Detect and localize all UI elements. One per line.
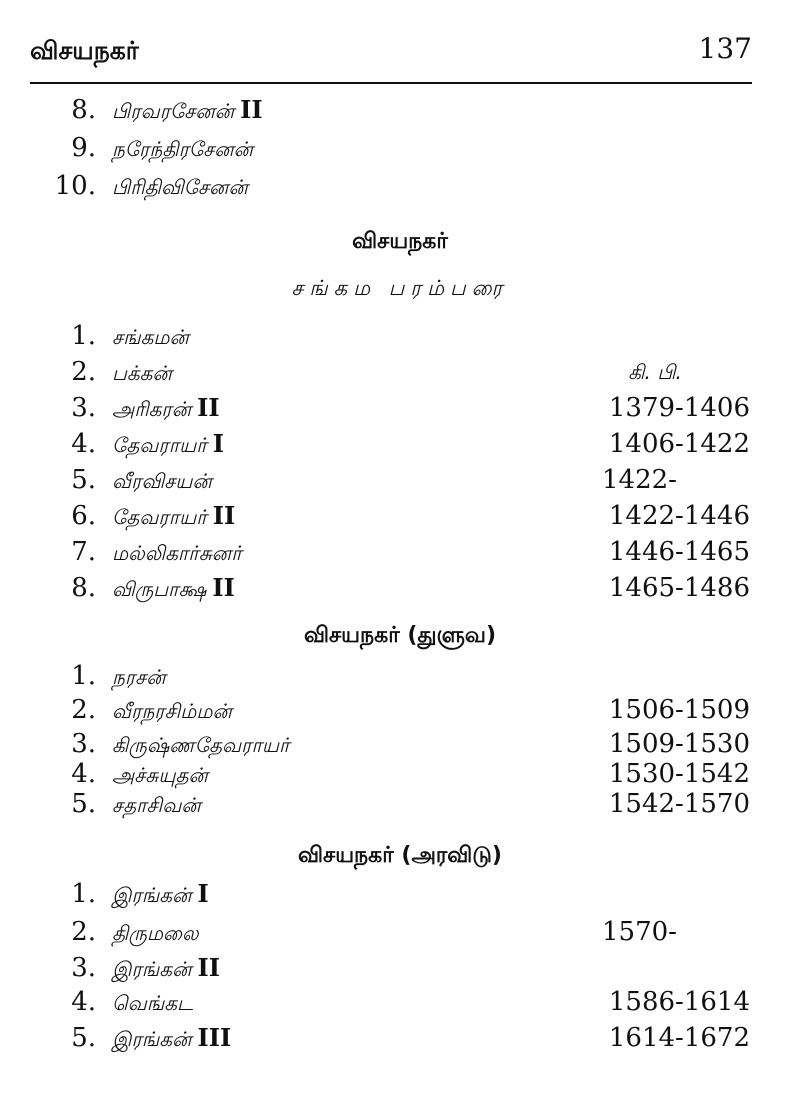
item-number: 3. — [71, 393, 96, 423]
reign-years: 1446-1465 — [608, 537, 750, 567]
reign-years: 1406-1422 — [608, 429, 750, 459]
list-item — [0, 1020, 800, 1056]
item-number: 3. — [71, 729, 96, 759]
item-number: 5. — [71, 789, 96, 819]
reign-years: 1530-1542 — [608, 759, 750, 789]
item-number: 5. — [71, 465, 96, 495]
list-item — [0, 534, 800, 570]
regnal-numeral: II — [197, 953, 220, 982]
section-subheading-sangama: சங்கம பரம்பரை — [291, 276, 509, 300]
item-number: 6. — [71, 501, 96, 531]
reign-years: 1614-1672 — [608, 1023, 750, 1053]
list-item — [0, 130, 800, 166]
ruler-name: பிரவரசேனன் II — [112, 95, 263, 124]
item-number: 9. — [71, 133, 96, 163]
ruler-name: இரங்கன் I — [112, 879, 209, 908]
running-header — [30, 32, 752, 84]
list-item — [0, 390, 800, 426]
item-number: 1. — [71, 879, 96, 909]
list-item — [0, 570, 800, 606]
item-number: 2. — [71, 917, 96, 947]
section-heading-aravidu: விசயநகர் (அரவிடு) — [297, 843, 502, 868]
list-item — [0, 658, 800, 694]
reign-years: 1506-1509 — [608, 695, 750, 725]
item-number: 8. — [71, 95, 96, 125]
regnal-numeral: I — [212, 429, 224, 458]
item-number: 2. — [71, 357, 96, 387]
ruler-name: தேவராயர் I — [112, 429, 224, 458]
item-number: 8. — [71, 573, 96, 603]
list-item — [0, 354, 800, 390]
list-item — [0, 426, 800, 462]
page-number: 137 — [698, 32, 752, 65]
regnal-numeral: I — [197, 879, 209, 908]
regnal-numeral: II — [240, 95, 263, 124]
list-item — [0, 462, 800, 498]
regnal-numeral: III — [197, 1023, 232, 1052]
ruler-name: இரங்கன் II — [112, 953, 220, 982]
list-item — [0, 914, 800, 950]
item-number: 10. — [54, 171, 96, 201]
ruler-name: இரங்கன் III — [112, 1023, 232, 1052]
reign-years: 1465-1486 — [608, 573, 750, 603]
reign-years: 1586-1614 — [608, 987, 750, 1017]
item-number: 2. — [71, 695, 96, 725]
reign-years: 1509-1530 — [608, 729, 750, 759]
reign-years: 1570- — [602, 917, 677, 947]
ruler-name: திருமலை — [112, 921, 199, 945]
running-title: விசயநகர் — [30, 36, 139, 65]
ruler-name: கிருஷ்ணதேவராயர் — [112, 733, 290, 757]
ruler-name: விருபாக்ஷ II — [112, 573, 235, 602]
ruler-name: மல்லிகார்சுனர் — [112, 541, 242, 565]
reign-years: 1422- — [602, 465, 677, 495]
reign-years: 1422-1446 — [608, 501, 750, 531]
ruler-name: நரேந்திரசேனன் — [112, 137, 253, 161]
list-item — [0, 498, 800, 534]
ruler-name: பக்கன் — [112, 361, 172, 385]
item-number: 7. — [71, 537, 96, 567]
ruler-name: வீரநரசிம்மன் — [112, 699, 232, 723]
ruler-name: வெங்கட — [112, 991, 193, 1015]
list-item — [0, 92, 800, 128]
list-item — [0, 168, 800, 204]
regnal-numeral: II — [212, 573, 235, 602]
item-number: 1. — [71, 321, 96, 351]
ruler-name: சங்கமன் — [112, 325, 189, 349]
ruler-name: அச்சுயுதன் — [112, 763, 208, 787]
item-number: 4. — [71, 987, 96, 1017]
item-number: 4. — [71, 759, 96, 789]
era-label: கி. பி. — [628, 360, 682, 384]
regnal-numeral: II — [197, 393, 220, 422]
ruler-name: சதாசிவன் — [112, 793, 201, 817]
ruler-name: நரசன் — [112, 665, 166, 689]
section-heading-tuluva: விசயநகர் (துளுவ) — [303, 623, 497, 648]
list-item — [0, 876, 800, 912]
reign-years: 1542-1570 — [608, 789, 750, 819]
item-number: 4. — [71, 429, 96, 459]
ruler-name: தேவராயர் II — [112, 501, 236, 530]
list-item — [0, 692, 800, 728]
item-number: 1. — [71, 661, 96, 691]
regnal-numeral: II — [212, 501, 236, 530]
section-heading-sangama: விசயநகர் — [352, 229, 448, 254]
list-item — [0, 318, 800, 354]
item-number: 5. — [71, 1023, 96, 1053]
list-item — [0, 984, 800, 1020]
ruler-name: பிரிதிவிசேனன் — [112, 175, 248, 199]
item-number: 3. — [71, 953, 96, 983]
list-item — [0, 786, 800, 822]
ruler-name: அரிகரன் II — [112, 393, 220, 422]
ruler-name: வீரவிசயன் — [112, 469, 212, 493]
reign-years: 1379-1406 — [608, 393, 750, 423]
list-item — [0, 950, 800, 986]
